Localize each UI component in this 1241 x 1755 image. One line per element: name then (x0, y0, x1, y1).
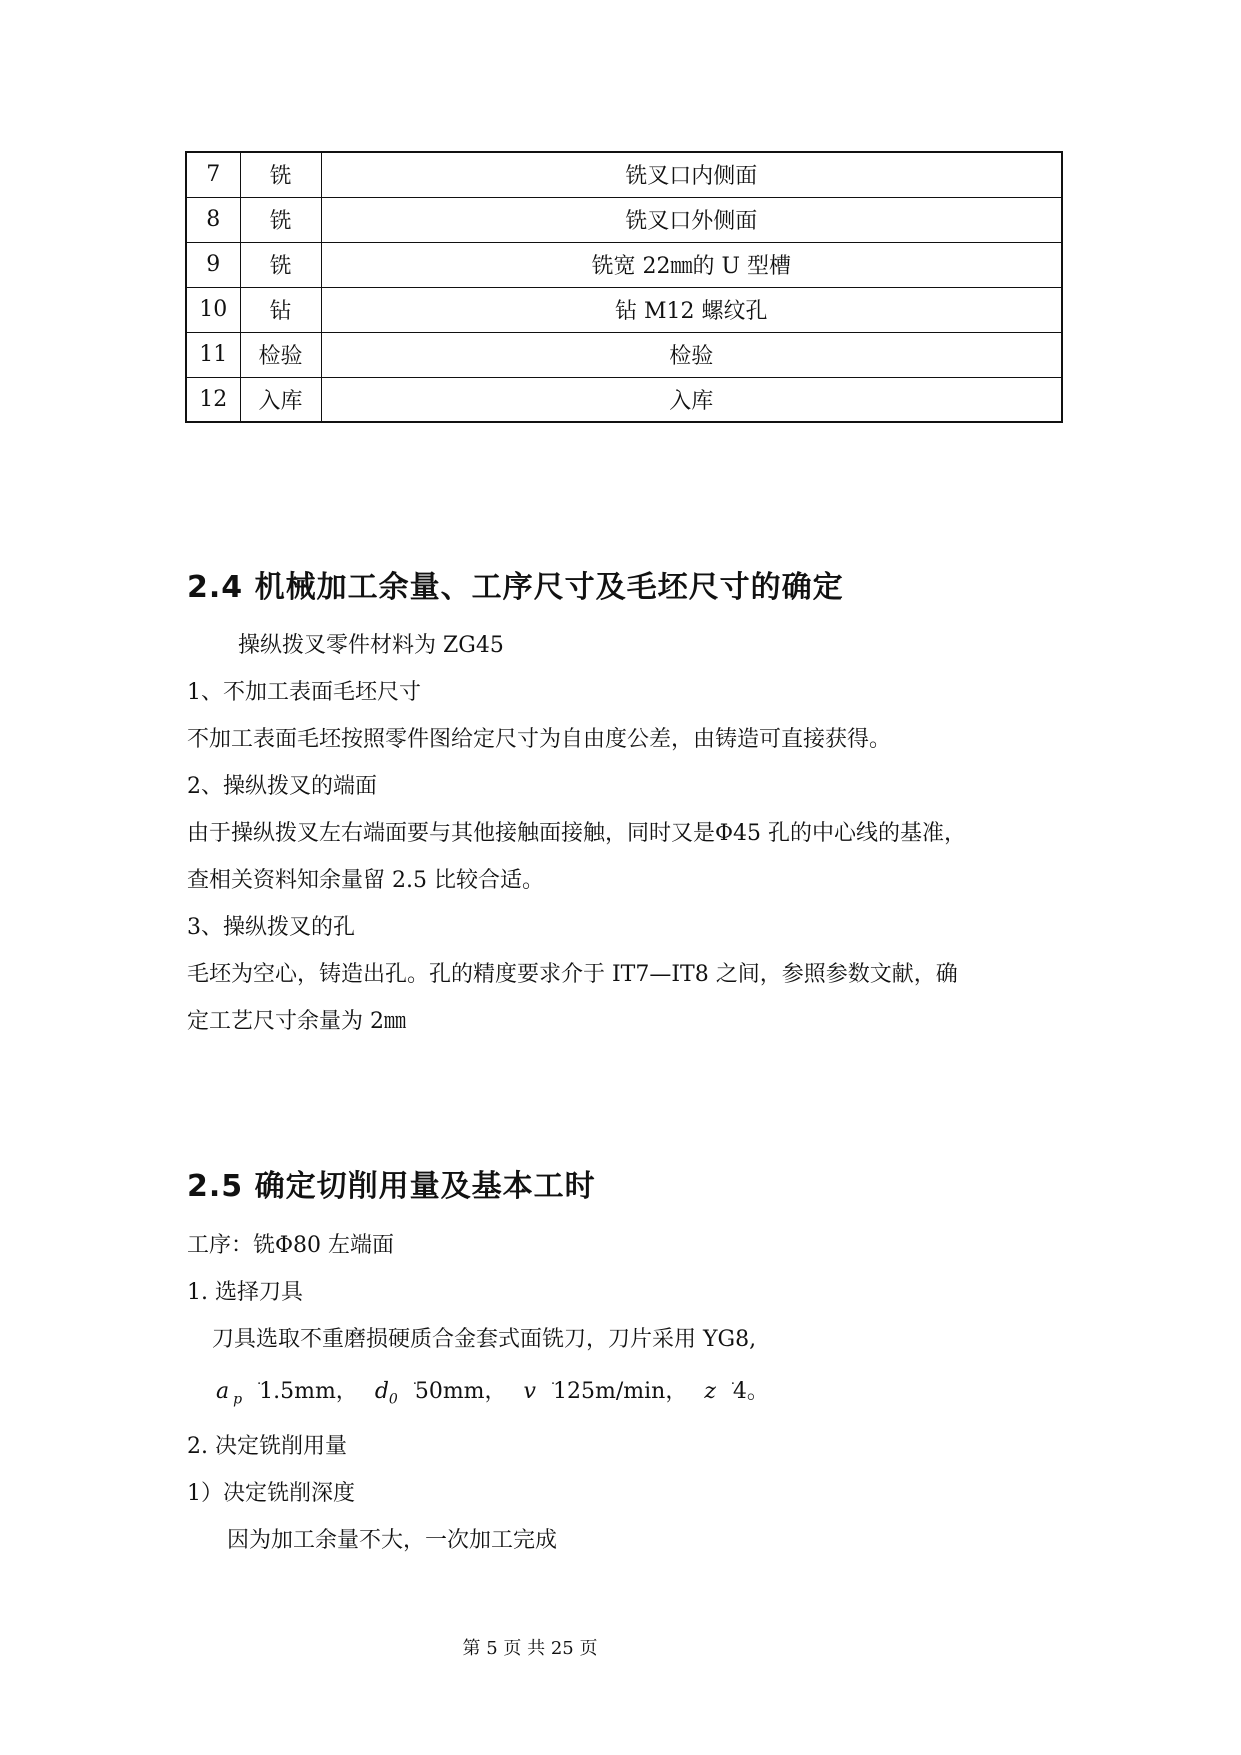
ap-value: ׂ1.5mm， (259, 1379, 358, 1404)
paragraph-line: 因为加工余量不大，一次加工完成 (227, 1528, 558, 1553)
operation-description: 铣叉口内侧面 (321, 152, 1062, 197)
paragraph-line: 毛坯为空心，铸造出孔。孔的精度要求介于 IT7—IT8 之间，参照参数文献，确 (187, 962, 958, 987)
paragraph-line: 1）决定铣削深度 (187, 1481, 355, 1506)
paragraph-line: 1、不加工表面毛坯尺寸 (187, 680, 421, 705)
operation-type: 钻 (240, 287, 321, 332)
z-symbol: z (704, 1379, 716, 1404)
table-row (186, 197, 1062, 242)
operation-type: 铣 (240, 152, 321, 197)
paragraph-line: 不加工表面毛坯按照零件图给定尺寸为自由度公差，由铸造可直接获得。 (187, 727, 892, 752)
step-number: 11 (186, 332, 240, 377)
operation-type: 入库 (240, 377, 321, 422)
paragraph-line: 操纵拨叉零件材料为 ZG45 (238, 633, 504, 658)
page-footer: 第 5 页 共 25 页 (462, 1638, 598, 1659)
paragraph-line: 2、操纵拨叉的端面 (187, 774, 377, 799)
step-number: 10 (186, 287, 240, 332)
paragraph-line: 3、操纵拨叉的孔 (187, 915, 355, 940)
z-value: ׂ4。 (732, 1379, 769, 1404)
table-row (186, 287, 1062, 332)
step-number: 9 (186, 242, 240, 287)
step-number: 12 (186, 377, 240, 422)
operation-type: 检验 (240, 332, 321, 377)
operation-type: 铣 (240, 242, 321, 287)
v-value: ׂ125m/min， (552, 1379, 688, 1404)
operation-description: 铣宽 22㎜的 U 型槽 (321, 242, 1062, 287)
step-number: 7 (186, 152, 240, 197)
table-row (186, 332, 1062, 377)
d0-subscript: 0 (388, 1391, 398, 1408)
table-row (186, 152, 1062, 197)
section-heading-2-5: 2.5 确定切削用量及基本工时 (187, 1169, 596, 1204)
d0-symbol: d (374, 1379, 389, 1404)
d0-value: ׂ50mm， (414, 1379, 507, 1404)
table-row (186, 377, 1062, 422)
paragraph-line: 2. 决定铣削用量 (187, 1434, 347, 1459)
operation-type: 铣 (240, 197, 321, 242)
paragraph-line: 1. 选择刀具 (187, 1280, 303, 1305)
step-number: 8 (186, 197, 240, 242)
ap-symbol: a (216, 1379, 230, 1404)
operation-description: 入库 (321, 377, 1062, 422)
cutting-parameters-formula (216, 1374, 779, 1407)
paragraph-line: 工序：铣Φ80 左端面 (187, 1233, 395, 1258)
paragraph-line: 刀具选取不重磨损硬质合金套式面铣刀，刀片采用 YG8, (212, 1327, 757, 1352)
paragraph-line: 查相关资料知余量留 2.5 比较合适。 (187, 868, 544, 893)
ap-subscript: p (233, 1391, 243, 1408)
paragraph-line: 由于操纵拨叉左右端面要与其他接触面接触，同时又是Φ45 孔的中心线的基准， (187, 821, 967, 846)
section-heading-2-4: 2.4 机械加工余量、工序尺寸及毛坯尺寸的确定 (187, 570, 844, 605)
operation-description: 铣叉口外侧面 (321, 197, 1062, 242)
table-row (186, 242, 1062, 287)
process-table (185, 151, 1063, 423)
v-symbol: v (523, 1379, 536, 1404)
paragraph-line: 定工艺尺寸余量为 2㎜ (187, 1009, 406, 1034)
operation-description: 钻 M12 螺纹孔 (321, 287, 1062, 332)
operation-description: 检验 (321, 332, 1062, 377)
